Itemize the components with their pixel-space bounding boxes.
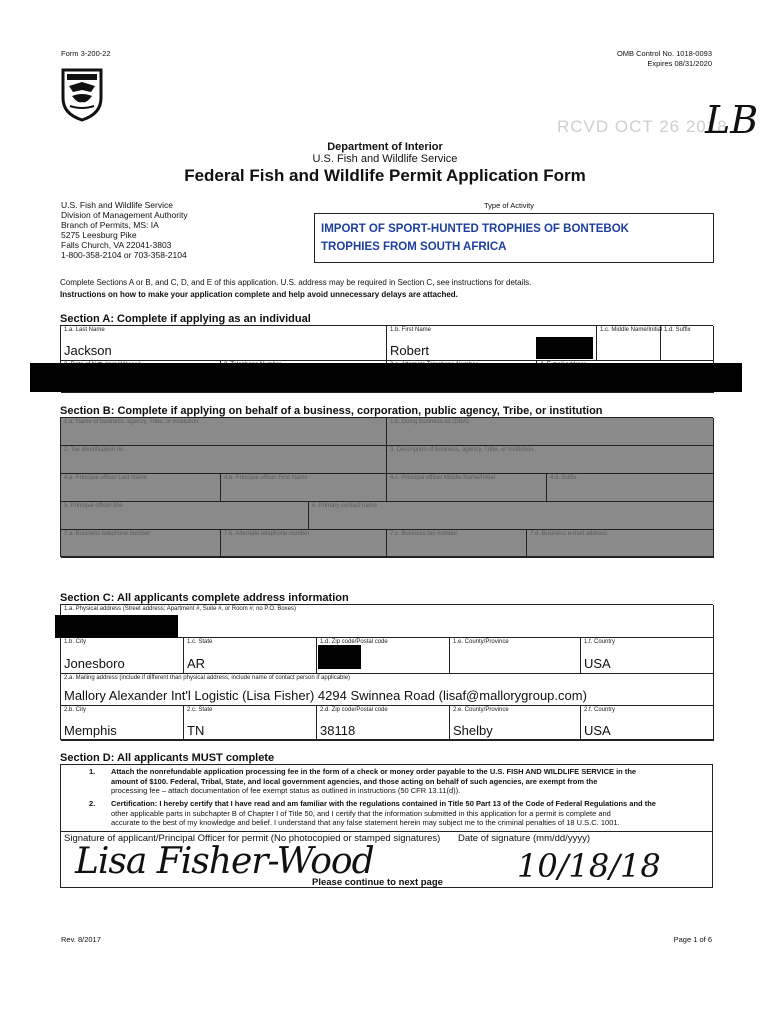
field-label: 2.c. State xyxy=(187,707,213,713)
applicant-signature[interactable]: Lisa Fisher-Wood xyxy=(75,841,374,882)
business-email-field[interactable] xyxy=(527,530,714,558)
received-stamp: RCVD OCT 26 2018 xyxy=(557,117,728,136)
business-phone-field[interactable] xyxy=(61,530,221,558)
address-line: Branch of Permits, MS: IA xyxy=(61,220,159,230)
section-b-grid xyxy=(60,417,713,557)
field-label: 2.e. County/Province xyxy=(453,707,509,713)
field-label: 4.c. Principal officer Middle Name/Initial xyxy=(390,475,495,481)
po-last-name-field[interactable] xyxy=(61,474,221,502)
field-label: 4.d. Suffix xyxy=(550,475,577,481)
agency-address xyxy=(61,200,188,260)
field-label: 4.b. Principal officer First Name xyxy=(224,475,308,481)
text-line: Certification: I hereby certify that I have read and am familiar with the regulations contained in Title 50 Part 13 of the Code of Federal Regulations and the xyxy=(111,799,656,808)
activity-field[interactable] xyxy=(314,213,714,263)
redaction-block xyxy=(318,645,361,669)
handwritten-initials: LB xyxy=(705,98,759,142)
po-middle-name-field[interactable] xyxy=(387,474,547,502)
field-value: USA xyxy=(584,723,611,738)
field-label: 5. Principal officer title xyxy=(64,503,123,509)
field-value: AR xyxy=(187,656,206,671)
page-title: Federal Fish and Wildlife Permit Application Form xyxy=(184,166,586,185)
dba-field[interactable] xyxy=(387,418,714,446)
po-first-name-field[interactable] xyxy=(221,474,387,502)
section-d-title: Section D: All applicants MUST complete xyxy=(60,752,275,764)
address-line: 1-800-358-2104 or 703-358-2104 xyxy=(61,250,187,260)
field-label: 1.a. Physical address (Street address; Apartment #, Suite #, or Room #; no P.O. Boxes) xyxy=(64,606,297,612)
service-name: U.S. Fish and Wildlife Service xyxy=(312,153,458,165)
activity-value: TROPHIES FROM SOUTH AFRICA xyxy=(321,241,507,253)
date-label: Date of signature (mm/dd/yyyy) xyxy=(458,833,590,844)
field-label: 1.b. First Name xyxy=(390,327,432,333)
field-value: Shelby xyxy=(453,723,493,738)
field-label: 1.e. County/Province xyxy=(453,639,509,645)
page-number: Page 1 of 6 xyxy=(673,935,712,944)
field-label: 2.a. Mailing address (include if different than physical address; include name of contact person if applicable) xyxy=(64,675,351,681)
field-label: 7.b. Alternate telephone number xyxy=(224,531,310,537)
field-value: TN xyxy=(187,723,205,738)
item-number: 1. xyxy=(89,767,96,776)
field-label: 1.f. Country xyxy=(584,639,616,645)
text-line: Attach the nonrefundable application processing fee in the form of a check or money order payable to the U.S. FISH AND WILDLIFE SERVICE in the xyxy=(111,767,637,776)
field-label: 7.a. Business telephone number xyxy=(64,531,151,537)
field-value: Robert xyxy=(390,343,430,358)
middle-name-field[interactable] xyxy=(597,326,661,361)
section-b-title: Section B: Complete if applying on behalf of a business, corporation, public agency, Tribe, or institution xyxy=(60,405,603,417)
field-label: 2.f. Country xyxy=(584,707,616,713)
certification-text xyxy=(111,799,711,828)
mailing-county-field[interactable] xyxy=(450,706,581,741)
expiration-date: Expires 08/31/2020 xyxy=(647,59,712,68)
po-title-field[interactable] xyxy=(61,502,309,530)
field-label: 7.d. Business e-mail address xyxy=(530,531,608,537)
text-line: amount of $100. Federal, Tribal, State, and local government agencies, and those acting on behalf of such agencies, are exempt from the xyxy=(111,776,598,786)
section-c-title: Section C: All applicants complete address information xyxy=(60,592,349,604)
fws-logo-icon xyxy=(60,66,104,122)
field-value: USA xyxy=(584,656,611,671)
activity-value: IMPORT OF SPORT-HUNTED TROPHIES OF BONTEBOK xyxy=(321,223,629,235)
field-label: 1.c. Middle Name/Initial xyxy=(600,327,663,333)
field-label: 2.d. Zip code/Postal code xyxy=(320,707,388,713)
form-number: Form 3-200-22 xyxy=(61,49,111,58)
business-fax-field[interactable] xyxy=(387,530,527,558)
omb-control: OMB Control No. 1018-0093 xyxy=(616,49,712,58)
business-name-field[interactable] xyxy=(61,418,387,446)
address-line: Division of Management Authority xyxy=(61,210,188,220)
field-label: 2. Tax identification no. xyxy=(64,447,125,453)
address-line: U.S. Fish and Wildlife Service xyxy=(61,200,173,210)
suffix-field[interactable] xyxy=(661,326,714,361)
department-name: Department of Interior xyxy=(327,141,443,153)
last-name-field[interactable] xyxy=(61,326,387,361)
field-label: 1.b. Doing business as (DBA) xyxy=(390,419,469,425)
section-a-title: Section A: Complete if applying as an individual xyxy=(60,313,311,325)
field-value: Mallory Alexander Int'l Logistic (Lisa Fisher) 4294 Swinnea Road (lisaf@mallorygroup.com) xyxy=(64,688,587,703)
instructions-text: Instructions on how to make your application complete and help avoid unnecessary delays are attached. xyxy=(60,290,458,299)
text-line: processing fee – attach documentation of fee exempt status as outlined in instructions (50 CFR 13.11(d)). xyxy=(111,786,461,795)
business-description-field[interactable] xyxy=(387,446,714,474)
mailing-zip-field[interactable] xyxy=(317,706,450,741)
field-label: 3. Description of business, agency, Tribe, or institution xyxy=(390,447,534,453)
mailing-state-field[interactable] xyxy=(184,706,317,741)
city-field[interactable] xyxy=(61,638,184,674)
field-label: 1.d. Zip code/Postal code xyxy=(320,639,388,645)
field-label: 4.a. Principal officer Last Name xyxy=(64,475,148,481)
redaction-block xyxy=(536,337,593,359)
mailing-address-field[interactable] xyxy=(61,674,714,706)
address-line: 5275 Leesburg Pike xyxy=(61,230,137,240)
text-line: other applicable parts in subchapter B of Chapter I of Title 50, and I certify that the information submitted in this application for a permit is complete and xyxy=(111,808,611,818)
continue-note: Please continue to next page xyxy=(312,877,443,888)
tax-id-field[interactable] xyxy=(61,446,387,474)
business-alt-phone-field[interactable] xyxy=(221,530,387,558)
field-label: 6. Primary contact name xyxy=(312,503,378,509)
redaction-block xyxy=(30,363,742,392)
redaction-block xyxy=(55,615,178,638)
field-value: Jonesboro xyxy=(64,656,125,671)
address-line: Falls Church, VA 22041-3803 xyxy=(61,240,172,250)
field-value: Jackson xyxy=(64,343,112,358)
revision-date: Rev. 8/2017 xyxy=(61,935,101,944)
country-field[interactable] xyxy=(581,638,714,674)
fee-instruction xyxy=(111,767,711,796)
instructions-text: Complete Sections A or B, and C, D, and E of this application. U.S. address may be required in Section C, see instructions for details. xyxy=(60,278,532,287)
activity-label: Type of Activity xyxy=(484,201,535,210)
state-field[interactable] xyxy=(184,638,317,674)
field-label: 1.d. Suffix xyxy=(664,327,691,333)
field-value: Memphis xyxy=(64,723,117,738)
field-label: 1.a. Last Name xyxy=(64,327,105,333)
mailing-country-field[interactable] xyxy=(581,706,714,741)
mailing-city-field[interactable] xyxy=(61,706,184,741)
section-d-box xyxy=(60,764,713,888)
divider xyxy=(61,831,712,832)
field-label: 7.c. Business fax number xyxy=(390,531,458,537)
signature-date[interactable]: 10/18/18 xyxy=(517,847,661,885)
field-label: 2.b. City xyxy=(64,707,87,713)
field-label: 1.b. City xyxy=(64,639,87,645)
text-line: accurate to the best of my knowledge and belief. I understand that any false statement herein may subject me to the criminal penalties of 18 U.S.C. 1001. xyxy=(111,818,620,827)
field-label: 1.a. Name of business, agency, Tribe, or institution xyxy=(64,419,199,425)
po-suffix-field[interactable] xyxy=(547,474,714,502)
signature-label: Signature of applicant/Principal Officer for permit (No photocopied or stamped signatures) xyxy=(64,833,441,844)
field-value: 38118 xyxy=(320,723,356,738)
primary-contact-field[interactable] xyxy=(309,502,714,530)
field-label: 1.c. State xyxy=(187,639,213,645)
county-field[interactable] xyxy=(450,638,581,674)
item-number: 2. xyxy=(89,799,96,808)
